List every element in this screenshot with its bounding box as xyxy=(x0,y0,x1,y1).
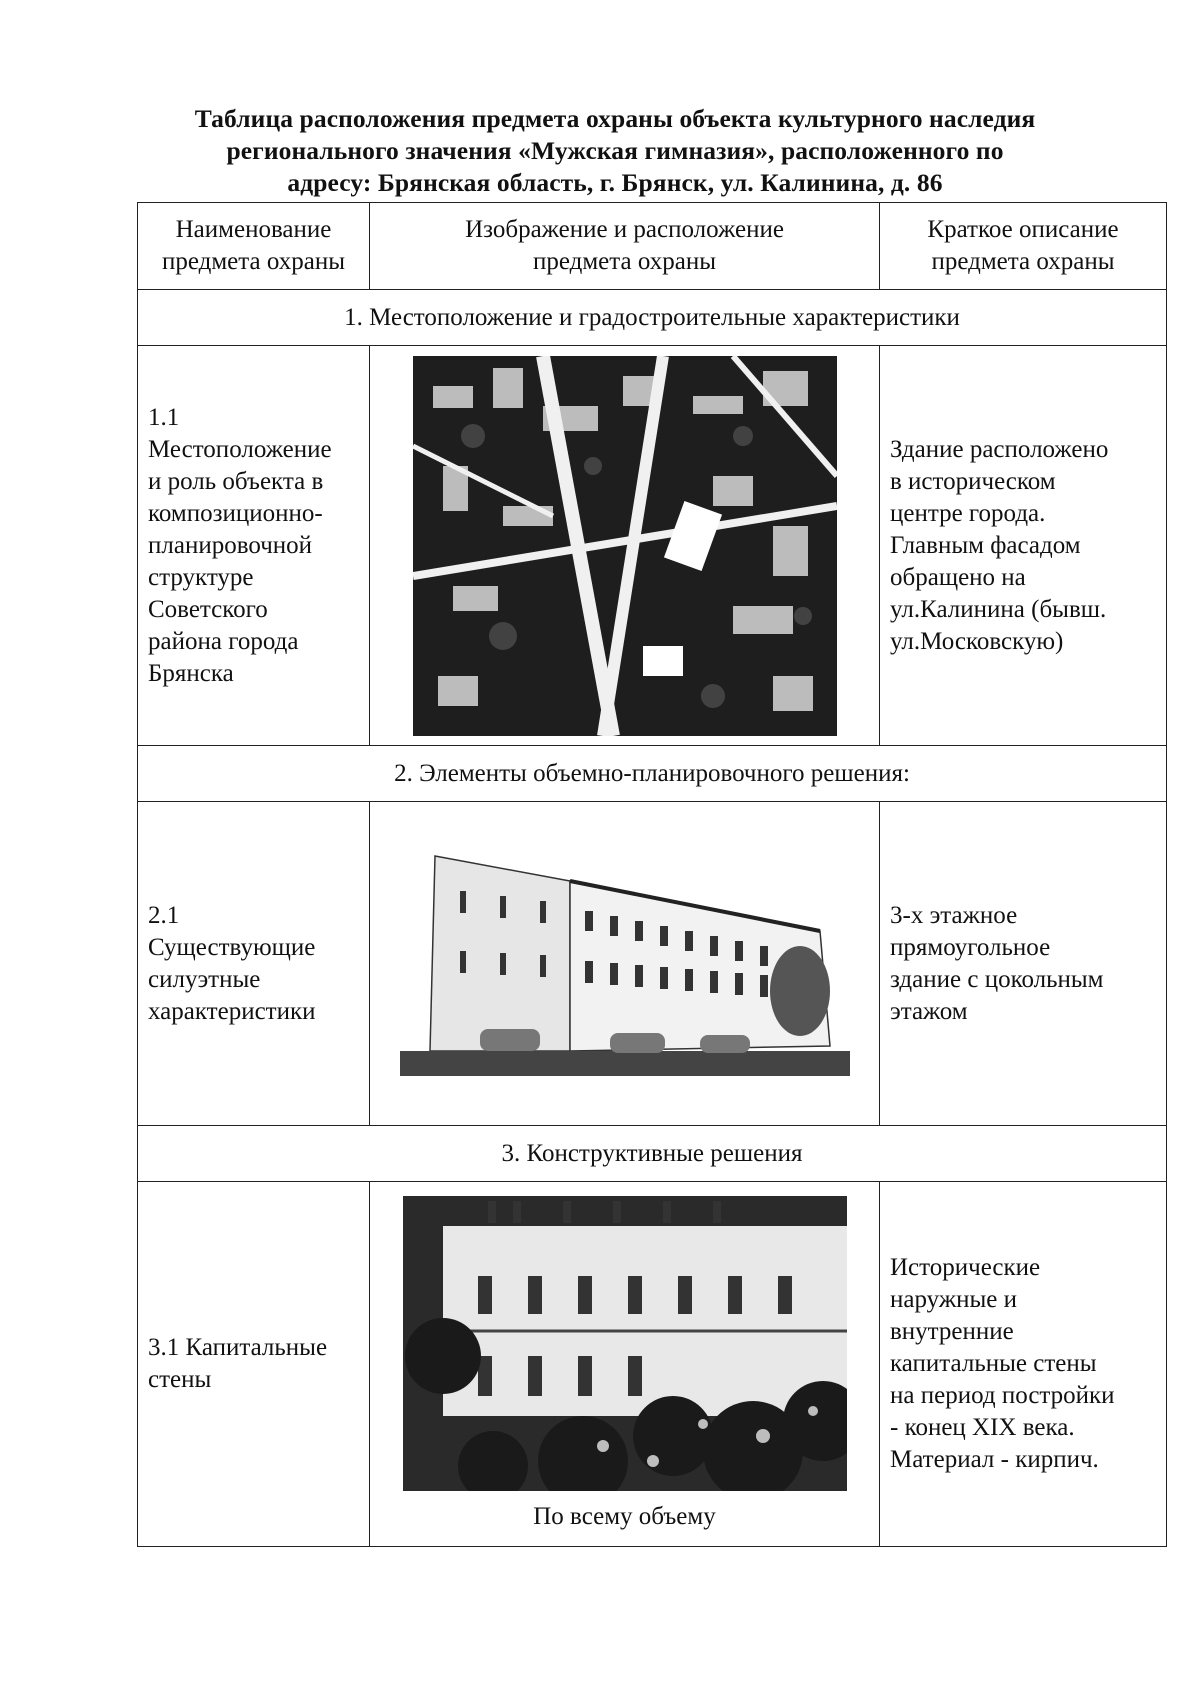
table-row xyxy=(138,802,1167,1126)
protection-table xyxy=(137,202,1167,1547)
header-name: Наименование предмета охраны xyxy=(138,203,370,290)
image-caption: По всему объему xyxy=(533,1502,716,1530)
aerial-photo xyxy=(413,356,837,736)
building-photo xyxy=(400,851,850,1076)
section-row xyxy=(138,1126,1167,1182)
facade-photo xyxy=(403,1196,847,1491)
title-line: адресу: Брянская область, г. Брянск, ул. Калинина, д. 86 xyxy=(287,168,943,197)
item-description: 3-х этажное прямоугольное здание с цокольным этажом xyxy=(880,802,1167,1126)
section-title: 3. Конструктивные решения xyxy=(138,1126,1167,1182)
table-row xyxy=(138,1182,1167,1547)
header-description: Краткое описание предмета охраны xyxy=(880,203,1167,290)
item-image-cell xyxy=(370,1182,880,1547)
document-title xyxy=(140,103,1090,199)
table-row xyxy=(138,346,1167,746)
title-line: Таблица расположения предмета охраны объекта культурного наследия xyxy=(194,104,1036,133)
section-title: 1. Местоположение и градостроительные характеристики xyxy=(138,290,1167,346)
item-description: Исторические наружные и внутренние капитальные стены на период постройки - конец XIX века. Материал - кирпич. xyxy=(880,1182,1167,1547)
item-image-cell xyxy=(370,802,880,1126)
item-name: 2.1 Существующие силуэтные характеристики xyxy=(138,802,370,1126)
item-image-cell xyxy=(370,346,880,746)
section-row xyxy=(138,746,1167,802)
title-line: регионального значения «Мужская гимназия», расположенного по xyxy=(226,136,1004,165)
header-image: Изображение и расположение предмета охраны xyxy=(370,203,880,290)
item-name: 3.1 Капитальные стены xyxy=(138,1182,370,1547)
section-row xyxy=(138,290,1167,346)
section-title: 2. Элементы объемно-планировочного решения: xyxy=(138,746,1167,802)
table-header-row xyxy=(138,203,1167,290)
item-name: 1.1 Местоположение и роль объекта в композиционно- планировочной структуре Советского района города Брянска xyxy=(138,346,370,746)
item-description: Здание расположено в историческом центре города. Главным фасадом обращено на ул.Калинина (бывш. ул.Московскую) xyxy=(880,346,1167,746)
